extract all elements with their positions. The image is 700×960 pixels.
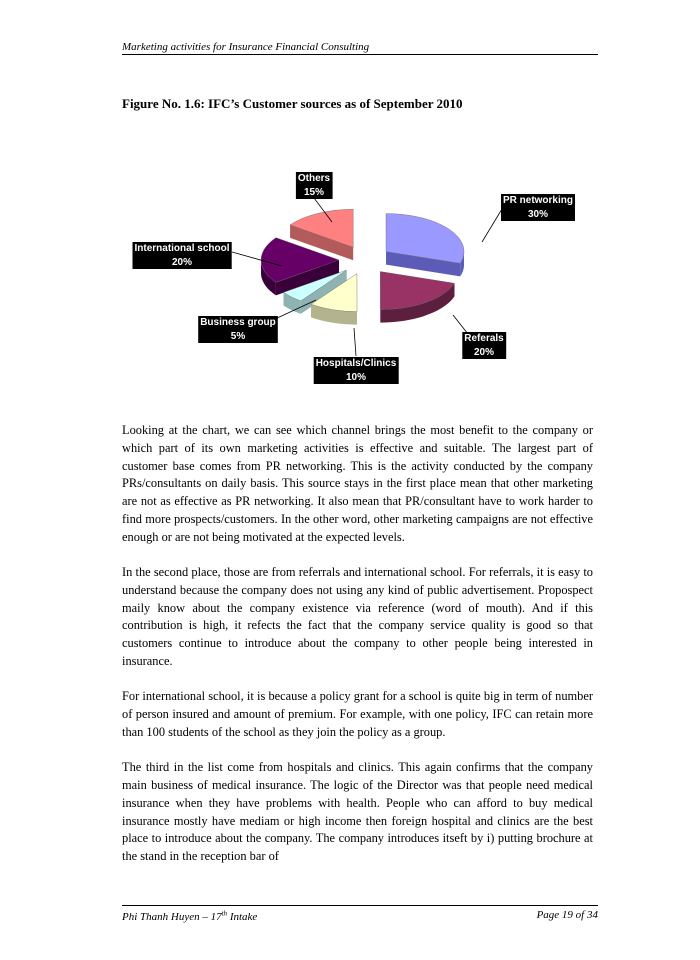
slice-label xyxy=(198,316,278,343)
slice-label-value: 10% xyxy=(345,372,367,383)
pie-slice-pr-networking xyxy=(386,214,464,277)
page-number: Page 19 of 34 xyxy=(536,909,598,921)
slice-label-name: Business group xyxy=(200,317,276,328)
paragraph: The third in the list come from hospitals and clinics. This again confirms that the company main business of medical insurance. The logic of the Director was that people need medical insurance when they have problems with health. People who can afford to buy medical insurance mostly have mediam or high income then foreign hospital and clinics are the best place to introduce about the company. The company introduces itseft by i) putting brochure at the stand in the reception bar of xyxy=(122,760,593,864)
slice-label xyxy=(296,172,333,199)
leader-line xyxy=(453,315,468,334)
paragraph: Looking at the chart, we can see which channel brings the most benefit to the company or which part of its own marketing activities is effective and suitable. The largest part of customer base comes from PR networking. This is the activity conducted by the company PRs/consultants on daily basis. This source stays in the first place mean that other marketing are not as effective as PR networking. It also mean that PR/consultant have to work harder to find more prospects/customers. In the other word, other marketing campaigns are not effective enough or are not being motivated at the expected levels. xyxy=(122,423,593,544)
slice-label-value: 20% xyxy=(473,347,495,358)
slice-label-value: 30% xyxy=(527,209,549,220)
slice-label xyxy=(314,357,399,384)
body-text xyxy=(122,422,593,884)
leader-line xyxy=(354,328,356,356)
slice-label-name: Others xyxy=(297,173,331,184)
customer-sources-pie-chart xyxy=(120,160,600,390)
running-footer xyxy=(122,905,598,923)
paragraph: For international school, it is because a policy grant for a school is quite big in term of number of person insured and amount of premium. For example, with one policy, IFC can retain more than 100 students of the school as they join the policy as a group. xyxy=(122,689,593,739)
running-header: Marketing activities for Insurance Financial Consulting xyxy=(122,41,598,55)
slice-label xyxy=(133,242,232,269)
slice-label-name: Hospitals/Clinics xyxy=(315,358,397,369)
slice-label xyxy=(462,332,506,359)
slice-label-name: Referals xyxy=(464,333,504,344)
footer-author: Phi Thanh Huyen – 17th Intake xyxy=(122,909,258,923)
slice-label-name: PR networking xyxy=(502,195,574,206)
pie-slice-referals xyxy=(380,272,454,323)
slice-label xyxy=(501,194,575,221)
figure-caption: Figure No. 1.6: IFC’s Customer sources as of September 2010 xyxy=(122,96,463,111)
slice-label-value: 5% xyxy=(230,331,246,342)
paragraph: In the second place, those are from referrals and international school. For referrals, it is easy to understand because the company does not using any kind of public advertisement. Propospect maily know about the company existence via reference (word of mouth). And if this contribution is high, it refects the fact that the company service quality is good so that customers continue to introduce about the company to other people being interested in insurance. xyxy=(122,565,593,669)
slice-label-value: 20% xyxy=(171,257,193,268)
slice-label-name: International school xyxy=(134,243,230,254)
slice-label-value: 15% xyxy=(303,187,325,198)
